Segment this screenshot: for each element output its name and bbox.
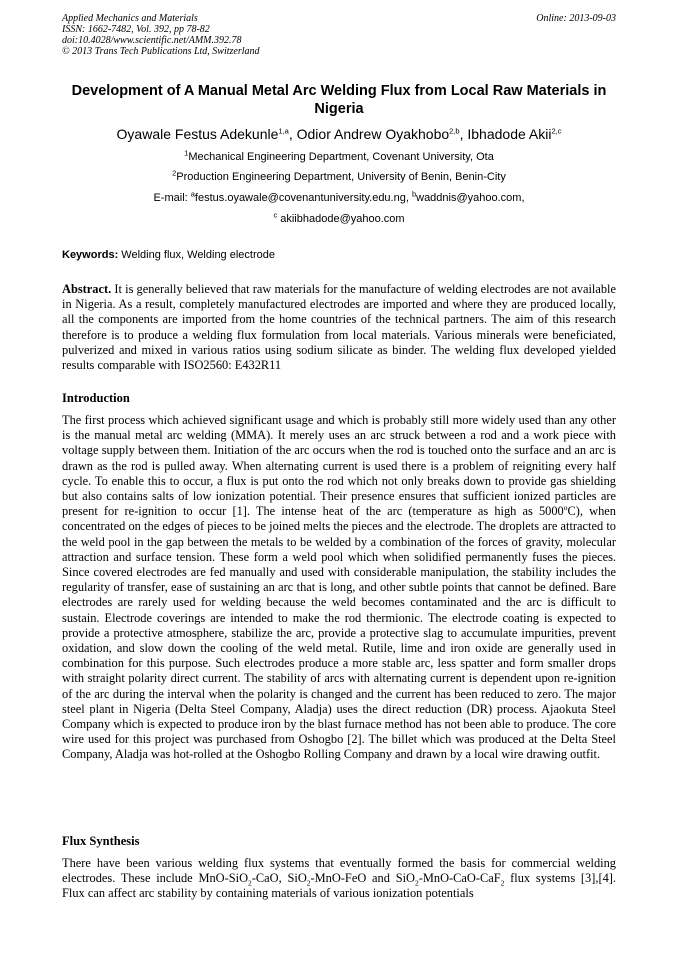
affiliation-superscript: 2	[172, 168, 177, 178]
keywords-label: Keywords:	[62, 249, 119, 261]
subscript: 2	[414, 878, 419, 888]
intro-text-part-2: C), when concentrated on the edges of pieces to be joined melts the pieces and the electrode. The droplets are attracted to the weld pool in the gap between the metals to be welded by a combination of the forces of gravity, molecular attraction and surface tension. These form a weld pool which when solidified permanently fuses the pieces. Since covered electrodes are fed manually and used with considerable manipulation, the stability includes the regularity of transfer, ease of sustaining an arc that is long, and other subtle points that cannot be defined. Bare electrodes are rarely used for welding because the weld becomes contaminated and the arc is difficult to sustain. Electrode coverings are intended to make the rod thermionic. The electrode coating is expected to provide a protective atmosphere, stabilize the arc, provide a protective slag to accumulate impurities, prevent oxidation, and slow down the cooling of the weld metal. Rutile, lime and iron oxide are generally used in combination for this purpose. Such electrodes produce a more stable arc, less spatter and form smaller drops with straight polarity direct current. The stability of arcs with alternating current is dependent upon re-ignition of the arc during the interval when the polarity is changed and the current has been reduced to zero. The major steel plant in Nigeria (Delta Steel Company, Aladja) uses the direct reduction (DR) process. Ajaokuta Steel Company which is expected to produce iron by the blast furnace method has not been able to produce. The core wire used for this project was purchased from Oshogbo [2]. The billet which was produced at the Delta Steel Company, Aladja was hot-rolled at the Oshogbo Rolling Company and drawn by a local wire drawing outfit.	[62, 504, 616, 762]
affiliation-2	[40, 168, 638, 184]
email-superscript: a	[190, 189, 195, 199]
affiliation-1	[40, 148, 638, 164]
abstract-text: It is generally believed that raw materials for the manufacture of welding electrodes are not available in Nigeria. As a result, completely manufactured electrodes are imported and where they are produced locally, all the components are imported from the home countries of the technical partners. The aim of this research therefore is to produce a welding flux formulation from local materials. Various minerals were beneficiated, pulverized and mixed in various ratios using sodium silicate as binder. The welding flux developed yielded results comparable with ISO2560: E432R11	[62, 282, 616, 373]
keywords	[62, 249, 616, 262]
author-superscript: 2,c	[551, 126, 562, 136]
author-list	[40, 126, 638, 142]
author-separator: ,	[459, 126, 468, 142]
flux-text: There have been various welding flux systems that eventually formed the basis for commercial welding electrodes. These include MnO-SiO	[62, 856, 616, 886]
section-heading-flux-synthesis: Flux Synthesis	[62, 834, 140, 848]
email-address[interactable]: waddnis@yahoo.com,	[416, 192, 525, 204]
affiliation-text: Mechanical Engineering Department, Covenant University, Ota	[188, 151, 494, 163]
affiliation-text: Production Engineering Department, University of Benin, Benin-City	[176, 171, 506, 183]
email-address[interactable]: festus.oyawale@covenantuniversity.edu.ng,	[194, 192, 412, 204]
email-prefix: E-mail:	[153, 192, 191, 204]
abstract-label: Abstract.	[62, 282, 112, 296]
section-heading-introduction: Introduction	[62, 391, 130, 405]
subscript: 2	[500, 878, 505, 888]
flux-text: -MnO-FeO and SiO	[310, 871, 415, 886]
flux-text: flux systems [3],[4]. Flux can affect arc stability by containing materials of various ionization potentials	[62, 871, 616, 901]
email-line	[40, 189, 638, 205]
flux-synthesis-paragraph	[62, 856, 616, 902]
author-name: Ibhadode Akii	[467, 126, 552, 142]
email-superscript: b	[411, 189, 417, 199]
journal-header	[62, 13, 616, 57]
degree-superscript: o	[563, 503, 568, 513]
journal-name: Applied Mechanics and Materials	[62, 13, 198, 24]
author-separator: ,	[288, 126, 297, 142]
subscript: 2	[248, 878, 252, 888]
author-superscript: 2,b	[449, 126, 460, 136]
doi-line: doi:10.4028/www.scientific.net/AMM.392.78	[62, 35, 242, 46]
author-superscript: 1,a	[278, 126, 289, 136]
abstract	[62, 282, 616, 373]
email-address[interactable]: akiibhadode@yahoo.com	[280, 213, 405, 225]
author-name: Odior Andrew Oyakhobo	[296, 126, 450, 142]
author-name: Oyawale Festus Adekunle	[116, 126, 279, 142]
email-line-2	[40, 210, 638, 226]
email-superscript: c	[273, 210, 278, 220]
flux-text: -MnO-CaO-CaF	[418, 871, 501, 886]
online-date: Online: 2013-09-03	[536, 13, 616, 24]
flux-text: -CaO, SiO	[251, 871, 307, 886]
subscript: 2	[306, 878, 311, 888]
introduction-paragraph	[62, 413, 616, 763]
intro-text-part-1: The first process which achieved significant usage and which is probably still more widely used than any other is the manual metal arc welding (MMA). It merely uses an arc struck between a rod and a work piece with voltage supply between them. Initiation of the arc occurs when the rod is touched onto the surface and an arc is drawn as the rod is pulled away. When alternating current is used there is a problem of reigniting every half cycle. To enable this to occur, a flux is put onto the rod which not only breaks down to provide gas shielding but also contains salts of low ionization potential. Their presence ensures that sufficient ionized particles are present for re-ignition to occur [1]. The intense heat of the arc (temperature as high as 5000	[62, 413, 616, 519]
copyright-line: © 2013 Trans Tech Publications Ltd, Switzerland	[62, 46, 260, 57]
paper-title: Development of A Manual Metal Arc Welding Flux from Local Raw Materials in Nigeria	[71, 83, 607, 117]
affiliation-superscript: 1	[184, 148, 189, 158]
keywords-text: Welding flux, Welding electrode	[118, 249, 275, 261]
issn-line: ISSN: 1662-7482, Vol. 392, pp 78-82	[62, 24, 210, 35]
